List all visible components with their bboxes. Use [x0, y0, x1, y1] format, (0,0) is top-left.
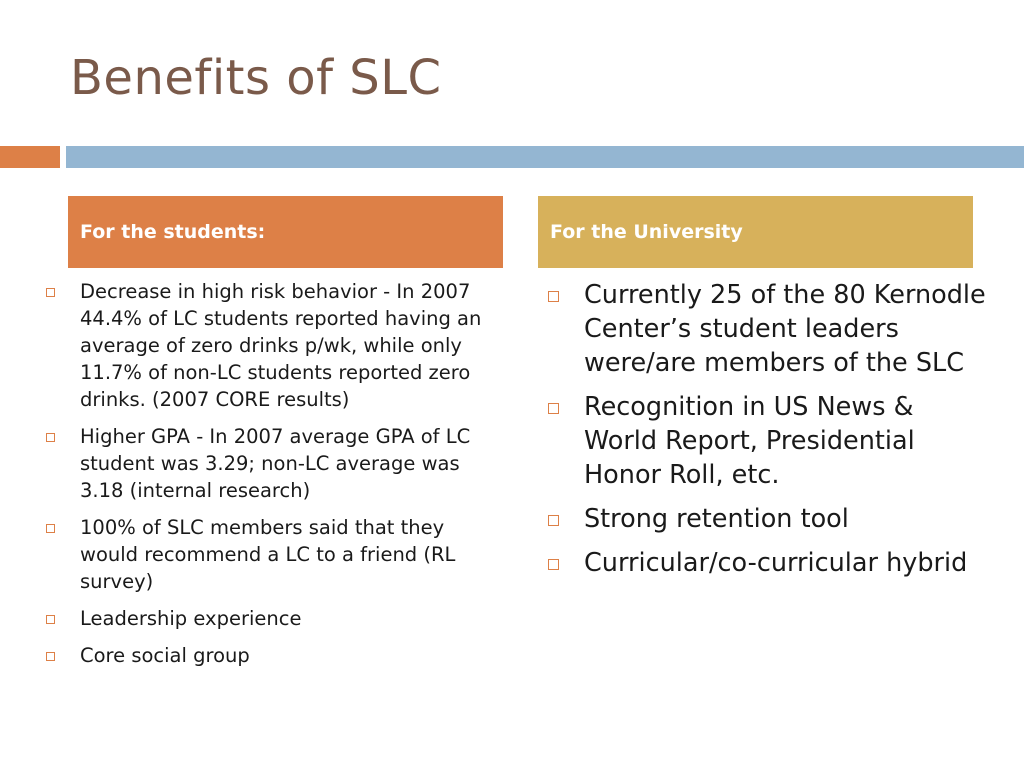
list-item [548, 502, 988, 536]
list-item [46, 642, 508, 669]
list-item-text: Currently 25 of the 80 Kernodle Center’s student leaders were/are members of the SLC [584, 280, 986, 378]
list-item [46, 605, 508, 632]
list-item-text: Higher GPA - In 2007 average GPA of LC student was 3.29; non-LC average was 3.18 (internal research) [80, 425, 471, 502]
hollow-square-bullet-icon [548, 291, 559, 302]
list-item-text: Curricular/co-curricular hybrid [584, 548, 968, 578]
university-benefits-list [548, 278, 988, 590]
hollow-square-bullet-icon [548, 515, 559, 526]
university-column-header [538, 196, 973, 268]
list-item [548, 546, 988, 580]
hollow-square-bullet-icon [46, 652, 55, 661]
hollow-square-bullet-icon [46, 524, 55, 533]
list-item-text: 100% of SLC members said that they would recommend a LC to a friend (RL survey) [80, 516, 456, 593]
list-item [548, 390, 988, 492]
university-header-label: For the University [550, 221, 743, 243]
list-item [46, 278, 508, 413]
list-item [46, 423, 508, 504]
list-item [46, 514, 508, 595]
list-item [548, 278, 988, 380]
list-item-text: Decrease in high risk behavior - In 2007 44.4% of LC students reported having an average of zero drinks p/wk, while only 11.7% of non-LC students reported zero drinks. (2007 CORE results) [80, 280, 482, 411]
accent-bar-orange [0, 146, 60, 168]
hollow-square-bullet-icon [46, 288, 55, 297]
list-item-text: Leadership experience [80, 607, 302, 630]
list-item-text: Recognition in US News & World Report, Presidential Honor Roll, etc. [584, 392, 915, 490]
students-column-header [68, 196, 503, 268]
slide-title: Benefits of SLC [70, 50, 442, 106]
students-header-label: For the students: [80, 221, 266, 243]
hollow-square-bullet-icon [46, 615, 55, 624]
accent-bar-blue [66, 146, 1024, 168]
list-item-text: Core social group [80, 644, 250, 667]
list-item-text: Strong retention tool [584, 504, 849, 534]
hollow-square-bullet-icon [46, 433, 55, 442]
students-benefits-list [46, 278, 508, 679]
hollow-square-bullet-icon [548, 559, 559, 570]
hollow-square-bullet-icon [548, 403, 559, 414]
